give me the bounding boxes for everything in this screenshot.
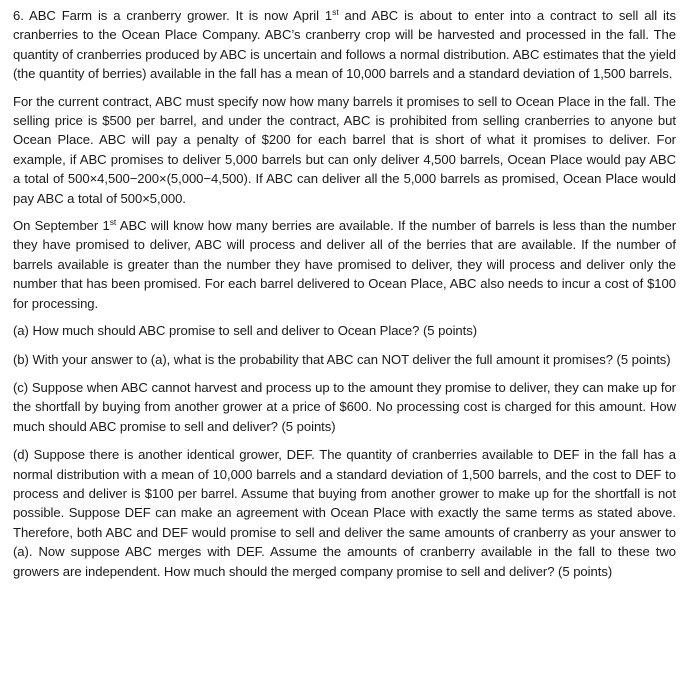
question-c: (c) Suppose when ABC cannot harvest and process up to the amount they promise to deliver, they can make up for the shortfall by buying from another grower at a price of $600. No processing cost is charged for this amount. How much should ABC promise to sell and deliver? (5 points) [13, 379, 676, 434]
contract-paragraph: For the current contract, ABC must specify now how many barrels it promises to sell to Ocean Place in the fall. The selling price is $500 per barrel, and under the contract, ABC is prohibited from selling cranberries to anyone but Ocean Place. ABC will pay a penalty of $200 for each barrel that is short of what it promises to deliver. For example, if ABC promises to deliver 5,000 barrels but can only deliver 4,500 barrels, Ocean Place would pay ABC a total of 500×4,500−200×(5,000−4,500). If ABC can deliver all the 5,000 barrels as promised, Ocean Place would pay ABC a total of 500×5,000. [13, 93, 676, 206]
delivery-paragraph [13, 216, 676, 313]
question-d: (d) Suppose there is another identical grower, DEF. The quantity of cranberries available to DEF in the fall has a normal distribution with a mean of 10,000 barrels and a standard deviation of 1,500 barrels, and the cost to DEF to process and deliver is $100 per barrel. Assume that buying from another grower to make up for the shortfall is not possible. Suppose DEF can make an agreement with Ocean Place with exactly the same terms as stated above. Therefore, both ABC and DEF would promise to sell and deliver the same amounts of cranberry as your answer to (a). Now suppose ABC merges with DEF. Assume the amounts of cranberry available in the fall to these two growers are independent. How much should the merged company promise to sell and deliver? (5 points) [13, 447, 676, 579]
intro-paragraph [13, 6, 676, 84]
delivery-text-start: On September 1 [13, 218, 110, 234]
question-a: (a) How much should ABC promise to sell and deliver to Ocean Place? (5 points) [13, 323, 478, 339]
date-superscript: st [332, 7, 339, 17]
question-b: (b) With your answer to (a), what is the probability that ABC can NOT deliver the full amount it promises? (5 points) [13, 351, 671, 367]
intro-text-start: 6. ABC Farm is a cranberry grower. It is now April 1 [13, 8, 333, 23]
delivery-text-rest: ABC will know how many berries are available. If the number of barrels is less than the number they have promised to deliver, ABC will process and deliver all of the berries that are available. If the number of barrels available is greater than the number they have promised to deliver, they will process and deliver only the number that has been promised. For each barrel delivered to Ocean Place, ABC also needs to incur a cost of $100 for processing. [13, 218, 677, 311]
date-superscript: st [109, 217, 117, 228]
intro-text-rest: and ABC is about to enter into a contract to sell all its cranberries to the Ocean Place Company. ABC’s cranberry crop will be harvested and processed in the fall. The quantity of cranberries produced by ABC is uncertain and follows a normal distribution. ABC estimates that the yield (the quantity of berries) available in the fall has a mean of 10,000 barrels and a standard deviation of 1,500 barrels. [13, 8, 676, 82]
